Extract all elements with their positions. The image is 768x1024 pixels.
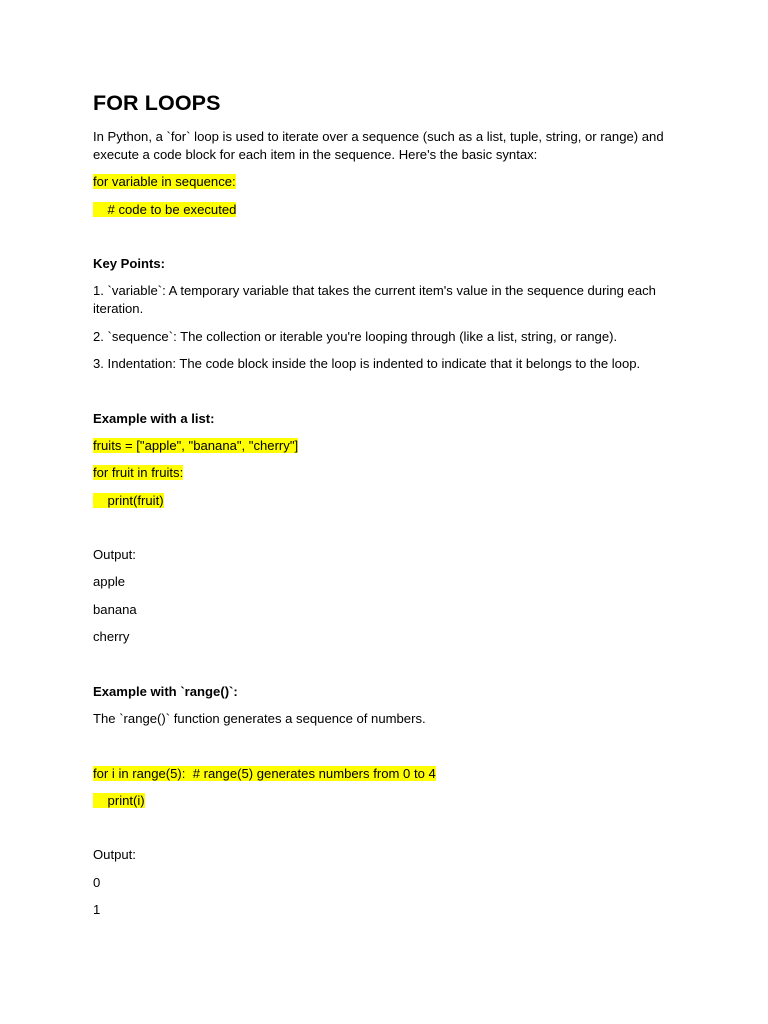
range-description: The `range()` function generates a sequence of numbers. [93, 710, 426, 726]
output-line: 0 [93, 874, 101, 890]
blank-line [93, 382, 673, 400]
output-label: Output: [93, 547, 136, 563]
example-list-code-1 [93, 437, 673, 455]
example-range-code-2 [93, 792, 673, 810]
highlighted-code: for i in range(5): # range(5) generates numbers from 0 to 4 [93, 765, 436, 781]
highlighted-code: for fruit in fruits: [93, 465, 184, 481]
highlighted-code: print(i) [93, 792, 145, 808]
document-body [93, 88, 673, 928]
highlighted-code: for variable in sequence: [93, 174, 236, 190]
highlighted-code: fruits = ["apple", "banana", "cherry"] [93, 437, 299, 453]
highlighted-code: print(fruit) [93, 492, 164, 508]
document-title: FOR LOOPS [93, 91, 221, 115]
blank-line [93, 737, 673, 755]
example-range-code-1 [93, 765, 673, 783]
example-list-heading: Example with a list: [93, 410, 215, 426]
output-line: banana [93, 601, 137, 617]
blank-line [93, 819, 673, 837]
blank-line [93, 228, 673, 246]
blank-line [93, 655, 673, 673]
key-point-2: 2. `sequence`: The collection or iterable you're looping through (like a list, string, or range). [93, 328, 618, 344]
syntax-line-1 [93, 173, 673, 191]
example-list-code-2 [93, 464, 673, 482]
blank-line [93, 519, 673, 537]
syntax-line-2 [93, 201, 673, 219]
output-line: cherry [93, 629, 130, 645]
key-points-heading: Key Points: [93, 256, 166, 272]
output-label: Output: [93, 847, 136, 863]
key-point-3: 3. Indentation: The code block inside the loop is indented to indicate that it belongs to the loop. [93, 356, 641, 372]
example-range-heading: Example with `range()`: [93, 683, 238, 699]
output-line: apple [93, 574, 126, 590]
intro-paragraph: In Python, a `for` loop is used to iterate over a sequence (such as a list, tuple, string, or range) and execute a code block for each item in the sequence. Here's the basic syntax: [93, 129, 668, 162]
key-point-1: 1. `variable`: A temporary variable that takes the current item's value in the sequence during each iteration. [93, 283, 660, 317]
example-list-code-3 [93, 492, 673, 510]
output-line: 1 [93, 902, 101, 918]
highlighted-code: # code to be executed [93, 201, 237, 217]
